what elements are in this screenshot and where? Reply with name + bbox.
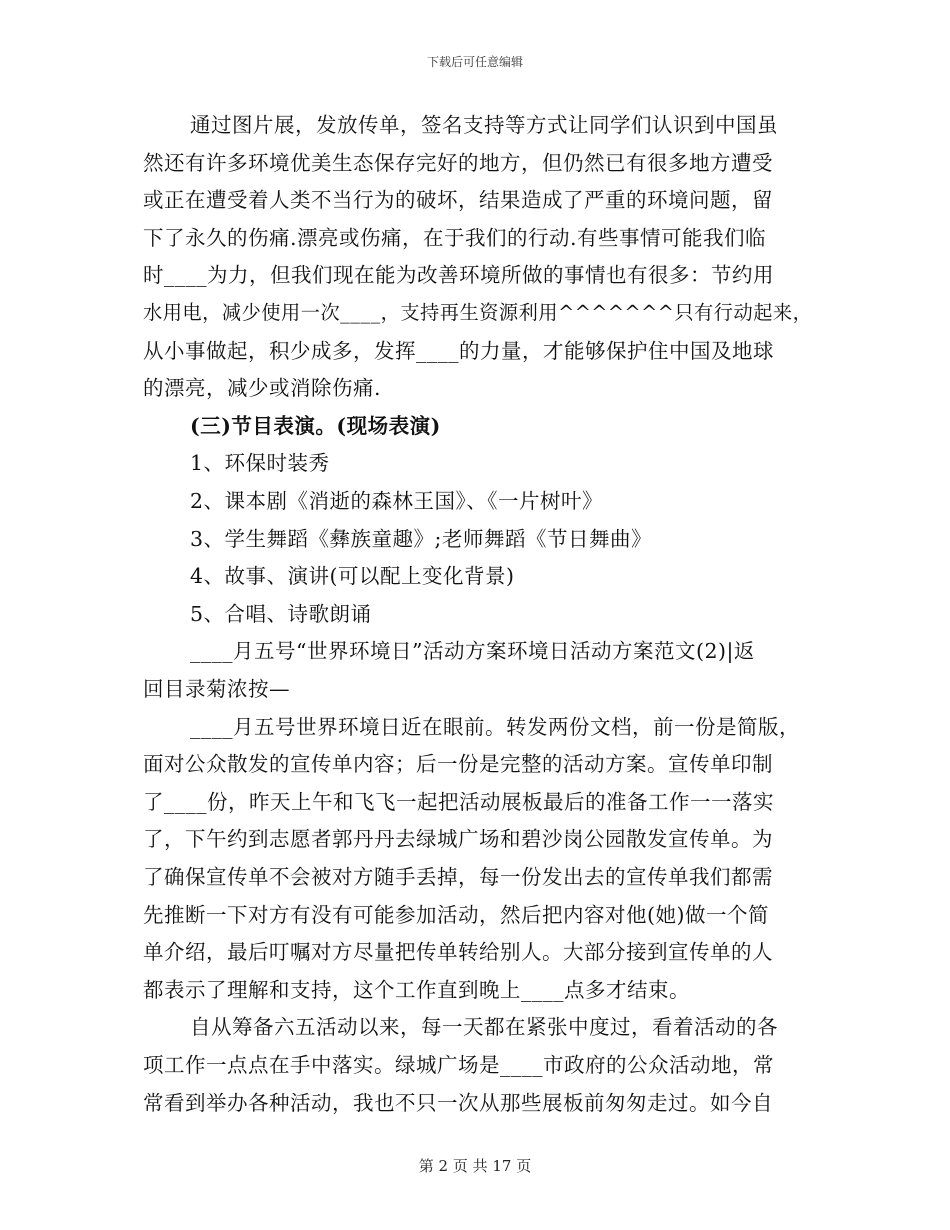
text-line: 面对公众散发的宣传单内容；后一份是完整的活动方案。宣传单印制 [143, 752, 773, 777]
page-footer: 第 2 页 共 17 页 [418, 1157, 532, 1175]
text-line: 自从筹备六五活动以来，每一天都在紧张中度过，看着活动的各 [190, 1015, 778, 1040]
text-line: 从小事做起，积少成多，发挥____的力量，才能够保护住中国及地球 [143, 338, 774, 363]
text-line: 项工作一点点在手中落实。绿城广场是____市政府的公众活动地，常 [143, 1053, 774, 1077]
text-line: 下了永久的伤痛.漂亮或伤痛，在于我们的行动.有些事情可能我们临 [143, 225, 767, 250]
text-line: 水用电，减少使用一次____，支持再生资源利用^^^^^^^只有行动起来， [143, 301, 813, 324]
text-line: 单介绍，最后叮嘱对方尽量把传单转给别人。大部分接到宣传单的人 [143, 940, 773, 965]
text-line: 都表示了理解和支持，这个工作直到晚上____点多才结束。 [143, 977, 690, 1002]
text-line: 回目录菊浓按— [143, 677, 290, 701]
text-line: ____月五号“世界环境日”活动方案环境日活动方案范文(2)|返 [190, 639, 755, 664]
text-line: 了确保宣传单不会被对方随手丢掉，每一份发出去的宣传单我们都需 [143, 865, 773, 889]
text-line: 5、合唱、诗歌朗诵 [190, 601, 372, 626]
page-header: 下载后可任意编辑 [426, 55, 523, 69]
text-line: 或正在遭受着人类不当行为的破坏，结果造成了严重的环境问题，留 [143, 188, 773, 213]
text-line: 通过图片展，发放传单，签名支持等方式让同学们认识到中国虽 [190, 113, 778, 137]
text-line: 2、课本剧《消逝的森林王国》、《一片树叶》 [190, 489, 604, 513]
text-line: 然还有许多环境优美生态保存完好的地方，但仍然已有很多地方遭受 [143, 150, 773, 175]
text-line: 的漂亮，减少或消除伤痛. [143, 376, 382, 401]
text-line: 了，下午约到志愿者郭丹丹去绿城广场和碧沙岗公园散发宣传单。为 [143, 827, 773, 852]
text-line: ____月五号世界环境日近在眼前。转发两份文档，前一份是简版， [190, 714, 800, 739]
section-heading: (三)节目表演。(现场表演) [190, 413, 441, 438]
text-line: 4、故事、演讲(可以配上变化背景) [190, 564, 515, 589]
text-line: 了____份，昨天上午和飞飞一起把活动展板最后的准备工作一一落实 [143, 789, 774, 814]
text-line: 3、学生舞蹈《彝族童趣》;老师舞蹈《节日舞曲》 [190, 526, 652, 551]
text-line: 1、环保时装秀 [190, 451, 330, 476]
text-line: 常看到举办各种活动，我也不只一次从那些展板前匆匆走过。如今自 [143, 1090, 773, 1115]
text-line: 时____为力，但我们现在能为改善环境所做的事情也有很多：节约用 [143, 263, 774, 288]
text-line: 先推断一下对方有没有可能参加活动，然后把内容对他(她)做一个简 [143, 902, 769, 927]
